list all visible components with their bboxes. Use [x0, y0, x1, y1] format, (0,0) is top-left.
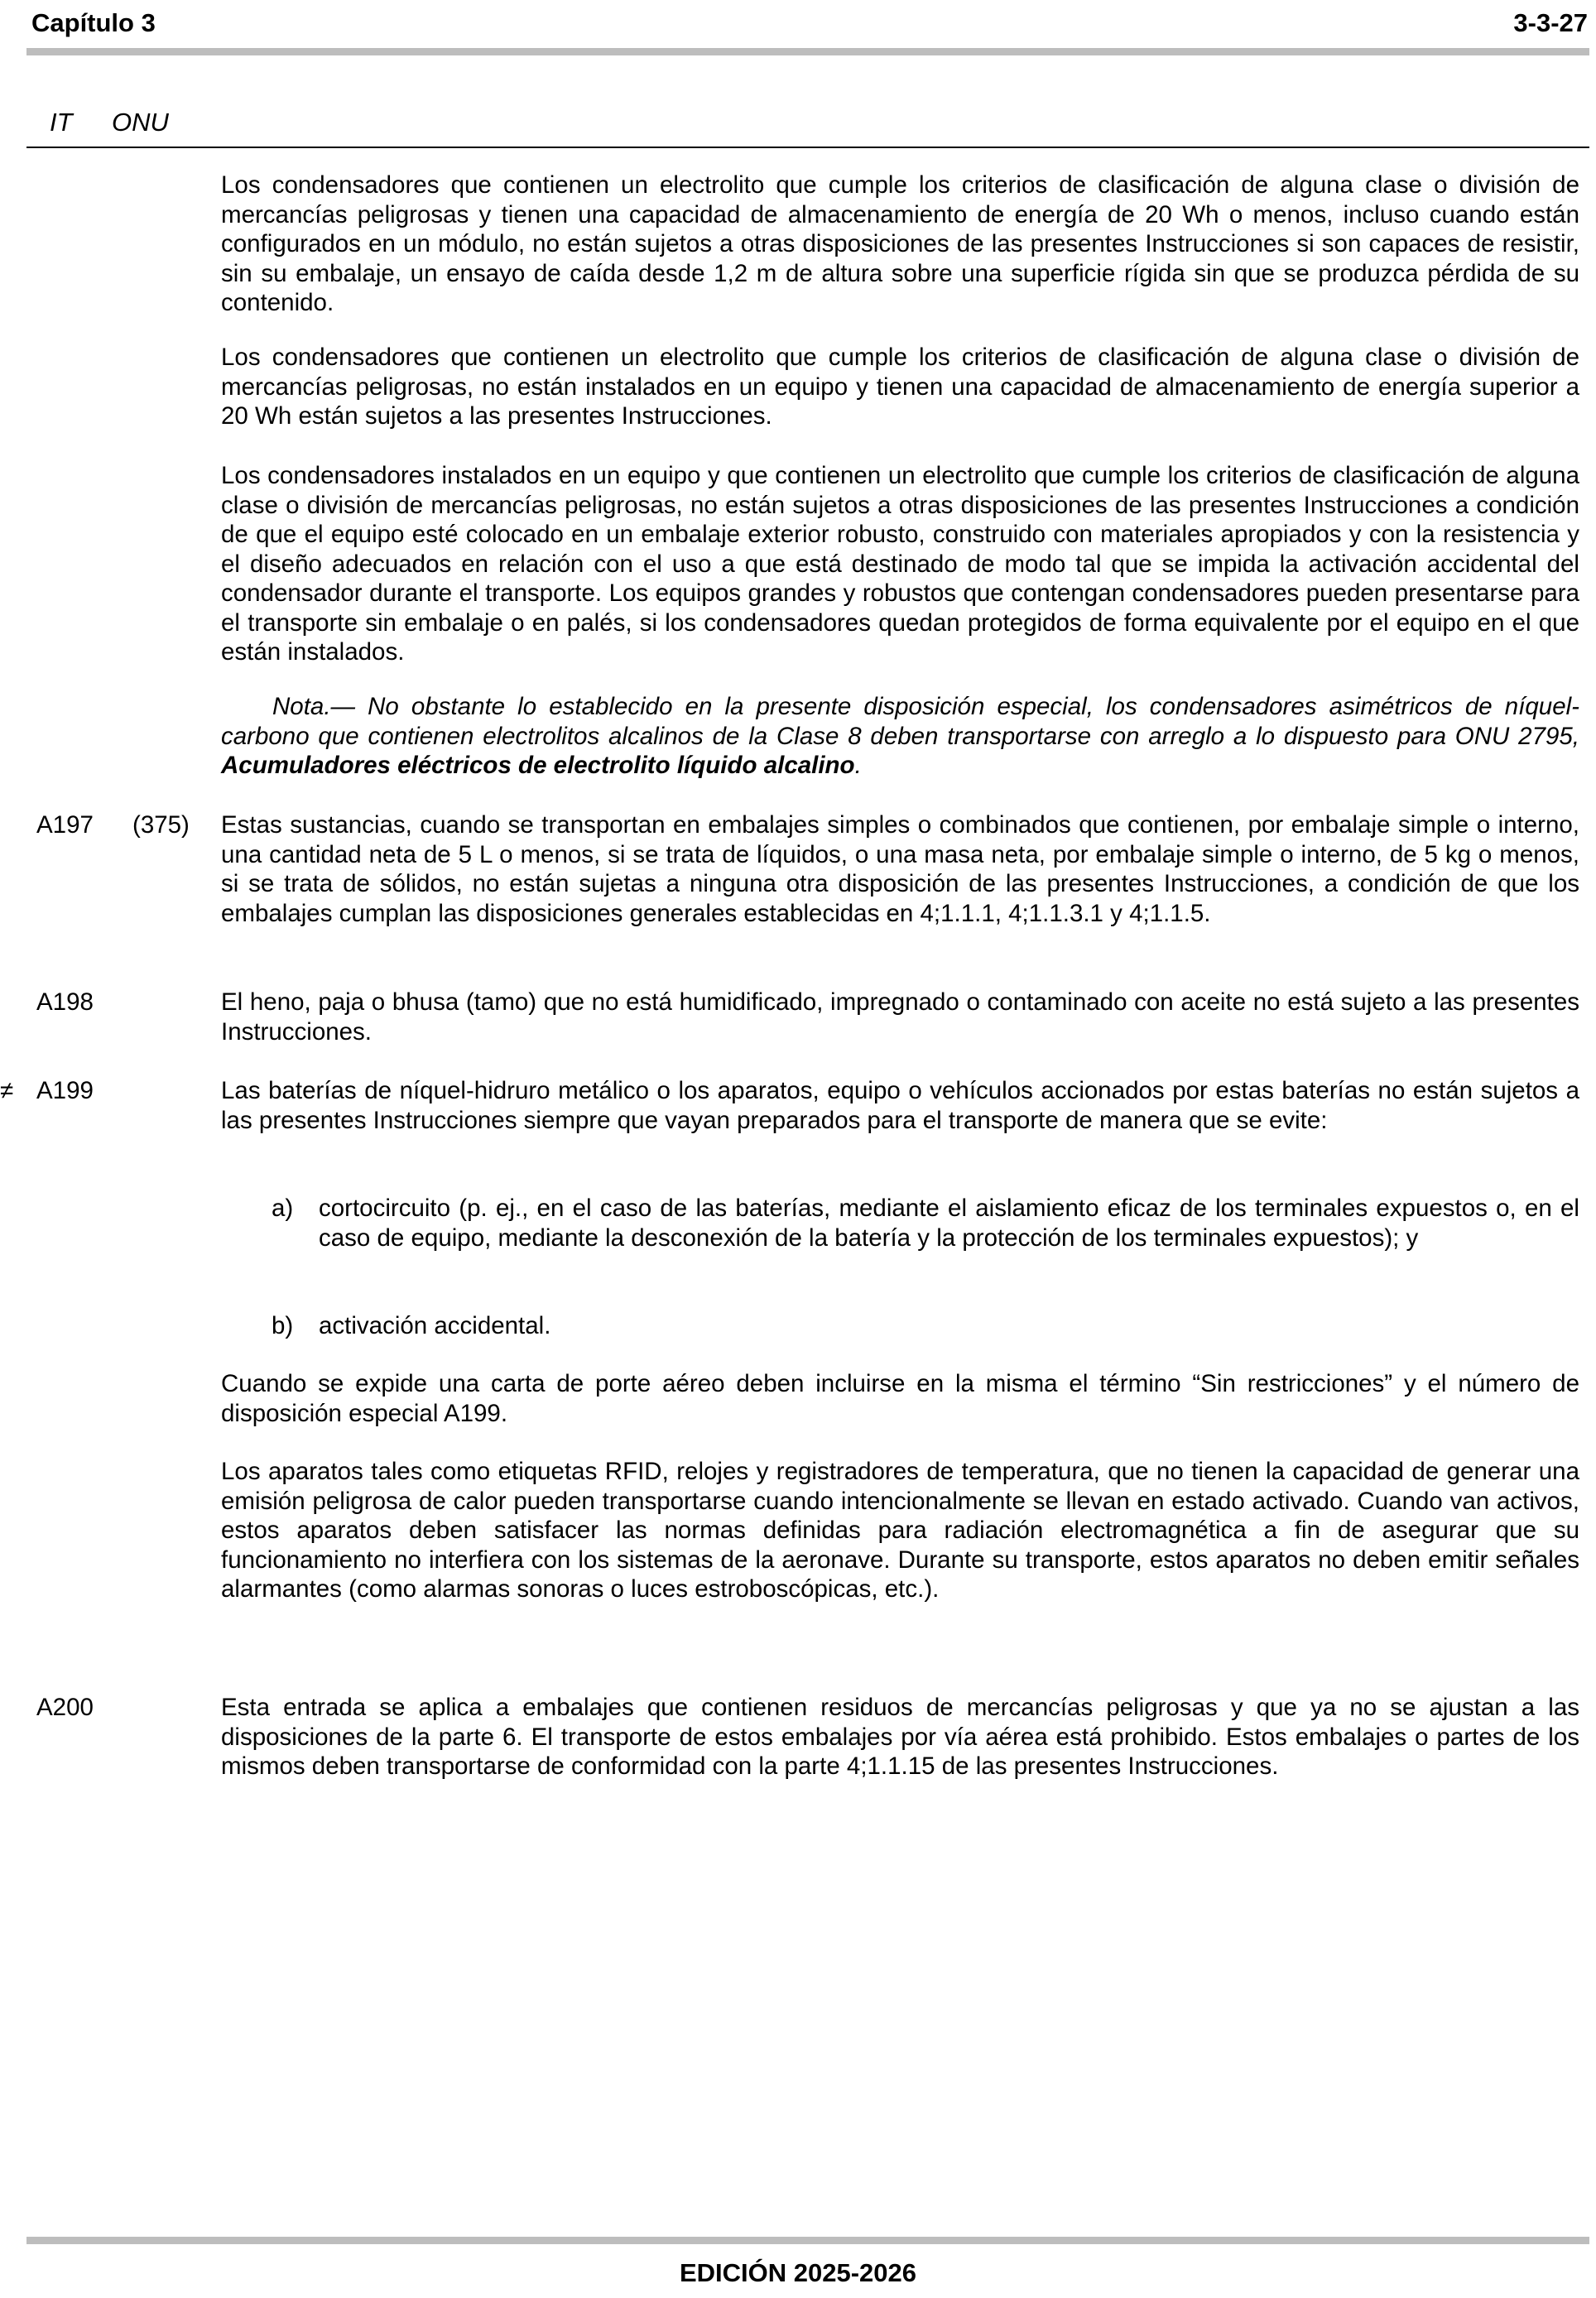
column-heading-rule — [26, 147, 1589, 148]
provision-text-a200: Esta entrada se aplica a embalajes que contienen residuos de mercancías peligrosas y que ya no se ajustan a las disposiciones de la parte 6. El transporte de estos embalajes por vía aérea está prohibido. Estos embalajes o partes de los mismos deben transportarse de conformidad con la parte 4;1.1.15 de las presentes Instrucciones. — [221, 1694, 1579, 1780]
provision-text-a199: Las baterías de níquel-hidruro metálico o los aparatos, equipo o vehículos accionados por estas baterías no están sujetos a las presentes Instrucciones siempre que vayan preparados para el transporte de manera que se evite: — [221, 1077, 1579, 1134]
provision-code-a198: A198 — [36, 988, 94, 1016]
list-item-label-a: a) — [272, 1195, 294, 1222]
edition-footer: EDICIÓN 2025-2026 — [679, 2258, 917, 2287]
provision-text-a198: El heno, paja o bhusa (tamo) que no está humidificado, impregnado o contaminado con aceite no está sujeto a las presentes Instrucciones. — [221, 988, 1579, 1046]
paragraph-condensers-1: Los condensadores que contienen un electrolito que cumple los criterios de clasificación de alguna clase o división de mercancías peligrosas y tienen una capacidad de almacenamiento de energía de 20 Wh o menos, incluso cuando están configurados en un módulo, no están sujetos a otras disposiciones de las presentes Instrucciones si son capaces de resistir, sin su embalaje, un ensayo de caída desde 1,2 m de altura sobre una superficie rígida sin que se produzca pérdida de su contenido. — [221, 171, 1579, 316]
paragraph-condensers-3: Los condensadores instalados en un equipo y que contienen un electrolito que cumple los criterios de clasificación de alguna clase o división de mercancías peligrosas, no están sujetos a otras disposiciones de las presentes Instrucciones a condición de que el equipo esté colocado en un embalaje exterior robusto, construido con materiales apropiados y con la resistencia y el diseño adecuados en relación con el uso a que está destinado de modo tal que se impida la activación accidental del condensador durante el transporte. Los equipos grandes y robustos que contengan condensadores pueden presentarse para el transporte sin embalaje o en palés, si los condensadores quedan protegidos de forma equivalente por el equipo en el que están instalados. — [221, 462, 1579, 666]
provision-code-a199: A199 — [36, 1077, 94, 1104]
un-reference-a197: (375) — [132, 811, 190, 839]
list-item-text-b: activación accidental. — [319, 1312, 551, 1339]
page-number: 3-3-27 — [1513, 8, 1588, 37]
note-label: Nota.— — [272, 693, 356, 720]
column-heading-onu: ONU — [112, 108, 169, 137]
column-heading-it: IT — [50, 108, 73, 137]
provision-code-a197: A197 — [36, 811, 94, 839]
page-header — [31, 7, 1588, 40]
footer-rule — [26, 2237, 1589, 2244]
note-paragraph — [221, 692, 1579, 781]
header-rule — [26, 48, 1589, 55]
note-end: . — [854, 752, 862, 779]
paragraph-a199-airwaybill: Cuando se expide una carta de porte aéreo deben incluirse en la misma el término “Sin restricciones” y el número de disposición especial A199. — [221, 1370, 1579, 1427]
chapter-title: Capítulo 3 — [31, 8, 156, 37]
note-text: No obstante lo establecido en la presente disposición especial, los condensadores asimétricos de níquel-carbono que contienen electrolitos alcalinos de la Clase 8 deben transportarse con arreglo a lo dispuesto para ONU 2795, — [221, 693, 1579, 750]
paragraph-condensers-2: Los condensadores que contienen un electrolito que cumple los criterios de clasificación de alguna clase o división de mercancías peligrosas, no están instalados en un equipo y tienen una capacidad de almacenamiento de energía superior a 20 Wh están sujetos a las presentes Instrucciones. — [221, 344, 1579, 430]
provision-code-a200: A200 — [36, 1694, 94, 1721]
change-mark-a199: ≠ — [0, 1077, 14, 1104]
paragraph-a199-rfid: Los aparatos tales como etiquetas RFID, relojes y registradores de temperatura, que no tienen la capacidad de generar una emisión peligrosa de calor pueden transportarse cuando intencionalmente se llevan en estado activado. Cuando van activos, estos aparatos deben satisfacer las normas definidas para radiación electromagnética a fin de asegurar que su funcionamiento no interfiera con los sistemas de la aeronave. Durante su transporte, estos aparatos no deben emitir señales alarmantes (como alarmas sonoras o luces estroboscópicas, etc.). — [221, 1458, 1579, 1603]
list-item-text-a: cortocircuito (p. ej., en el caso de las baterías, mediante el aislamiento eficaz de los terminales expuestos o, en el caso de equipo, mediante la desconexión de la batería y la protección de los terminales expuestos); y — [319, 1195, 1579, 1252]
list-item-label-b: b) — [272, 1312, 294, 1339]
column-headings — [0, 106, 1596, 139]
note-bold-entry: Acumuladores eléctricos de electrolito líquido alcalino — [221, 752, 855, 779]
provision-text-a197: Estas sustancias, cuando se transportan en embalajes simples o combinados que contienen, por embalaje simple o interno, una cantidad neta de 5 L o menos, si se trata de líquidos, o una masa neta, por embalaje simple o interno, de 5 kg o menos, si se trata de sólidos, no están sujetas a ninguna otra disposición de las presentes Instrucciones, a condición de que los embalajes cumplan las disposiciones generales establecidas en 4;1.1.1, 4;1.1.3.1 y 4;1.1.5. — [221, 811, 1579, 927]
